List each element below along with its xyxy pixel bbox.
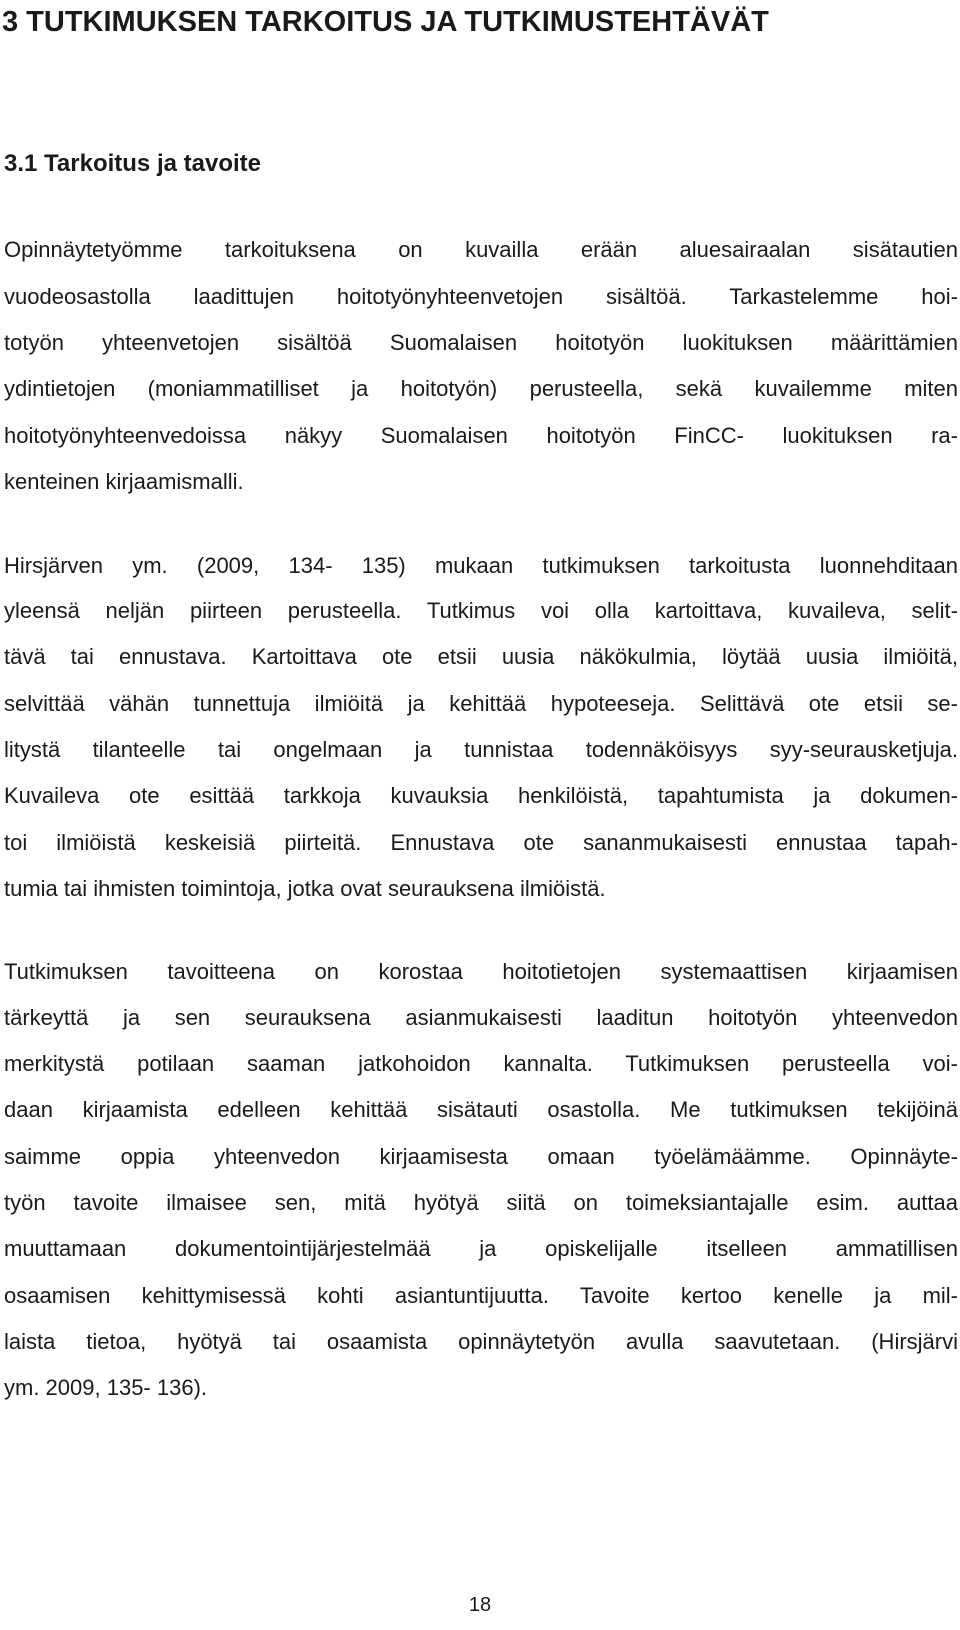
text-line: tumia tai ihmisten toimintoja, jotka ovat seurauksena ilmiöistä. (4, 876, 606, 901)
chapter-title: 3 TUTKIMUKSEN TARKOITUS JA TUTKIMUSTEHTÄVÄT (2, 6, 769, 38)
text-line: Hirsjärven ym. (2009, 134- 135) mukaan tutkimuksen tarkoitusta luonnehditaan (4, 553, 958, 578)
text-line: tävä tai ennustava. Kartoittava ote etsii uusia näkökulmia, löytää uusia ilmiöitä, (4, 644, 958, 669)
text-line: muuttamaan dokumentointijärjestelmää ja opiskelijalle itselleen ammatillisen (4, 1236, 958, 1261)
text-line: hoitotyönyhteenvedoissa näkyy Suomalaisen hoitotyön FinCC- luokituksen ra- (4, 423, 958, 448)
text-line: selvittää vähän tunnettuja ilmiöitä ja kehittää hypoteeseja. Selittävä ote etsii se- (4, 691, 958, 716)
text-line: Tutkimuksen tavoitteena on korostaa hoitotietojen systemaattisen kirjaamisen (4, 959, 958, 984)
text-line: ydintietojen (moniammatilliset ja hoitotyön) perusteella, sekä kuvailemme miten (4, 376, 958, 401)
text-line: Kuvaileva ote esittää tarkkoja kuvauksia henkilöistä, tapahtumista ja dokumen- (4, 783, 958, 808)
text-line: tärkeyttä ja sen seurauksena asianmukaisesti laaditun hoitotyön yhteenvedon (4, 1005, 958, 1030)
text-line: ym. 2009, 135- 136). (4, 1375, 208, 1400)
text-line: yleensä neljän piirteen perusteella. Tutkimus voi olla kartoittava, kuvaileva, selit- (4, 598, 958, 623)
section-title: 3.1 Tarkoitus ja tavoite (4, 150, 261, 177)
text-line: daan kirjaamista edelleen kehittää sisätauti osastolla. Me tutkimuksen tekijöinä (4, 1097, 958, 1122)
text-line: Opinnäytetyömme tarkoituksena on kuvailla erään aluesairaalan sisätautien (4, 237, 958, 262)
text-line: kenteinen kirjaamismalli. (4, 469, 244, 494)
text-line: merkitystä potilaan saaman jatkohoidon kannalta. Tutkimuksen perusteella voi- (4, 1051, 958, 1076)
text-line: vuodeosastolla laadittujen hoitotyönyhteenvetojen sisältöä. Tarkastelemme hoi- (4, 284, 958, 309)
text-line: litystä tilanteelle tai ongelmaan ja tunnistaa todennäköisyys syy-seurausketjuja. (4, 737, 958, 762)
text-line: osaamisen kehittymisessä kohti asiantuntijuutta. Tavoite kertoo kenelle ja mil- (4, 1283, 958, 1308)
text-line: työn tavoite ilmaisee sen, mitä hyötyä siitä on toimeksiantajalle esim. auttaa (4, 1190, 958, 1215)
page-number: 18 (468, 1594, 492, 1616)
text-line: toi ilmiöistä keskeisiä piirteitä. Ennustava ote sananmukaisesti ennustaa tapah- (4, 830, 958, 855)
text-line: saimme oppia yhteenvedon kirjaamisesta omaan työelämäämme. Opinnäyte- (4, 1144, 958, 1169)
text-line: totyön yhteenvetojen sisältöä Suomalaisen hoitotyön luokituksen määrittämien (4, 330, 958, 355)
text-line: laista tietoa, hyötyä tai osaamista opinnäytetyön avulla saavutetaan. (Hirsjärvi (4, 1329, 958, 1354)
